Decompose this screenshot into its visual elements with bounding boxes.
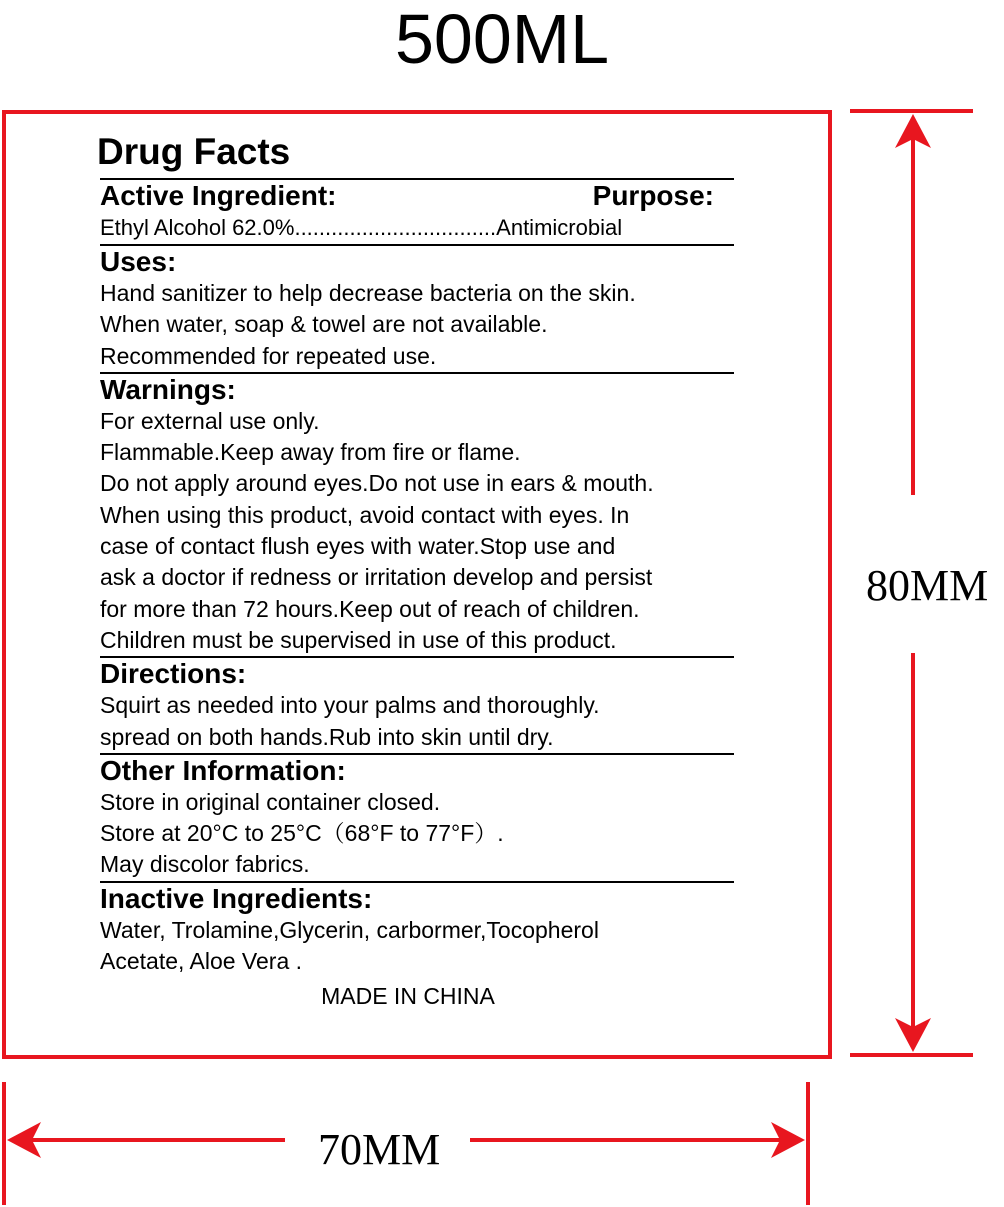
warnings-line: ask a doctor if redness or irritation develop and persist [100,564,653,591]
active-ingredient-label: Active Ingredient: [100,180,337,211]
warnings-line: Do not apply around eyes.Do not use in ears & mouth. [100,470,654,497]
other-information-heading: Other Information: [100,754,346,786]
directions-line: Squirt as needed into your palms and thoroughly. [100,692,600,719]
width-dimension-label: 70MM [318,1125,441,1174]
inactive-ingredients-line: Water, Trolamine,Glycerin, carbormer,Tocopherol [100,916,599,943]
warnings-line: case of contact flush eyes with water.Stop use and [100,533,616,560]
uses-line: When water, soap & towel are not available. [100,311,548,338]
other-information-line: Store at 20°C to 25°C（68°F to 77°F）. [100,820,504,847]
purpose-label: Purpose: [592,180,714,211]
other-information-line: Store in original container closed. [100,788,441,815]
uses-heading: Uses: [100,246,177,277]
warnings-line: Children must be supervised in use of this product. [100,626,617,653]
directions-heading: Directions: [100,658,247,690]
warnings-line: for more than 72 hours.Keep out of reach of children. [100,595,640,622]
warnings-line: When using this product, avoid contact with eyes. In [100,501,630,528]
made-in-label: MADE IN CHINA [321,983,495,1010]
other-information-line: May discolor fabrics. [100,851,310,878]
uses-line: Hand sanitizer to help decrease bacteria on the skin. [100,280,636,306]
warnings-line: Flammable.Keep away from fire or flame. [100,439,521,466]
drug-facts-heading: Drug Facts [97,131,291,172]
height-dimension-label: 80MM [866,561,989,610]
directions-line: spread on both hands.Rub into skin until dry. [100,723,554,750]
volume-title: 500ML [394,0,610,78]
warnings-line: For external use only. [100,407,320,434]
inactive-ingredients-heading: Inactive Ingredients: [100,882,373,914]
active-ingredient-line: Ethyl Alcohol 62.0%.................................Antimicrobial [100,215,623,240]
warnings-heading: Warnings: [100,373,236,405]
inactive-ingredients-line: Acetate, Aloe Vera . [100,948,303,975]
uses-line: Recommended for repeated use. [100,342,437,369]
